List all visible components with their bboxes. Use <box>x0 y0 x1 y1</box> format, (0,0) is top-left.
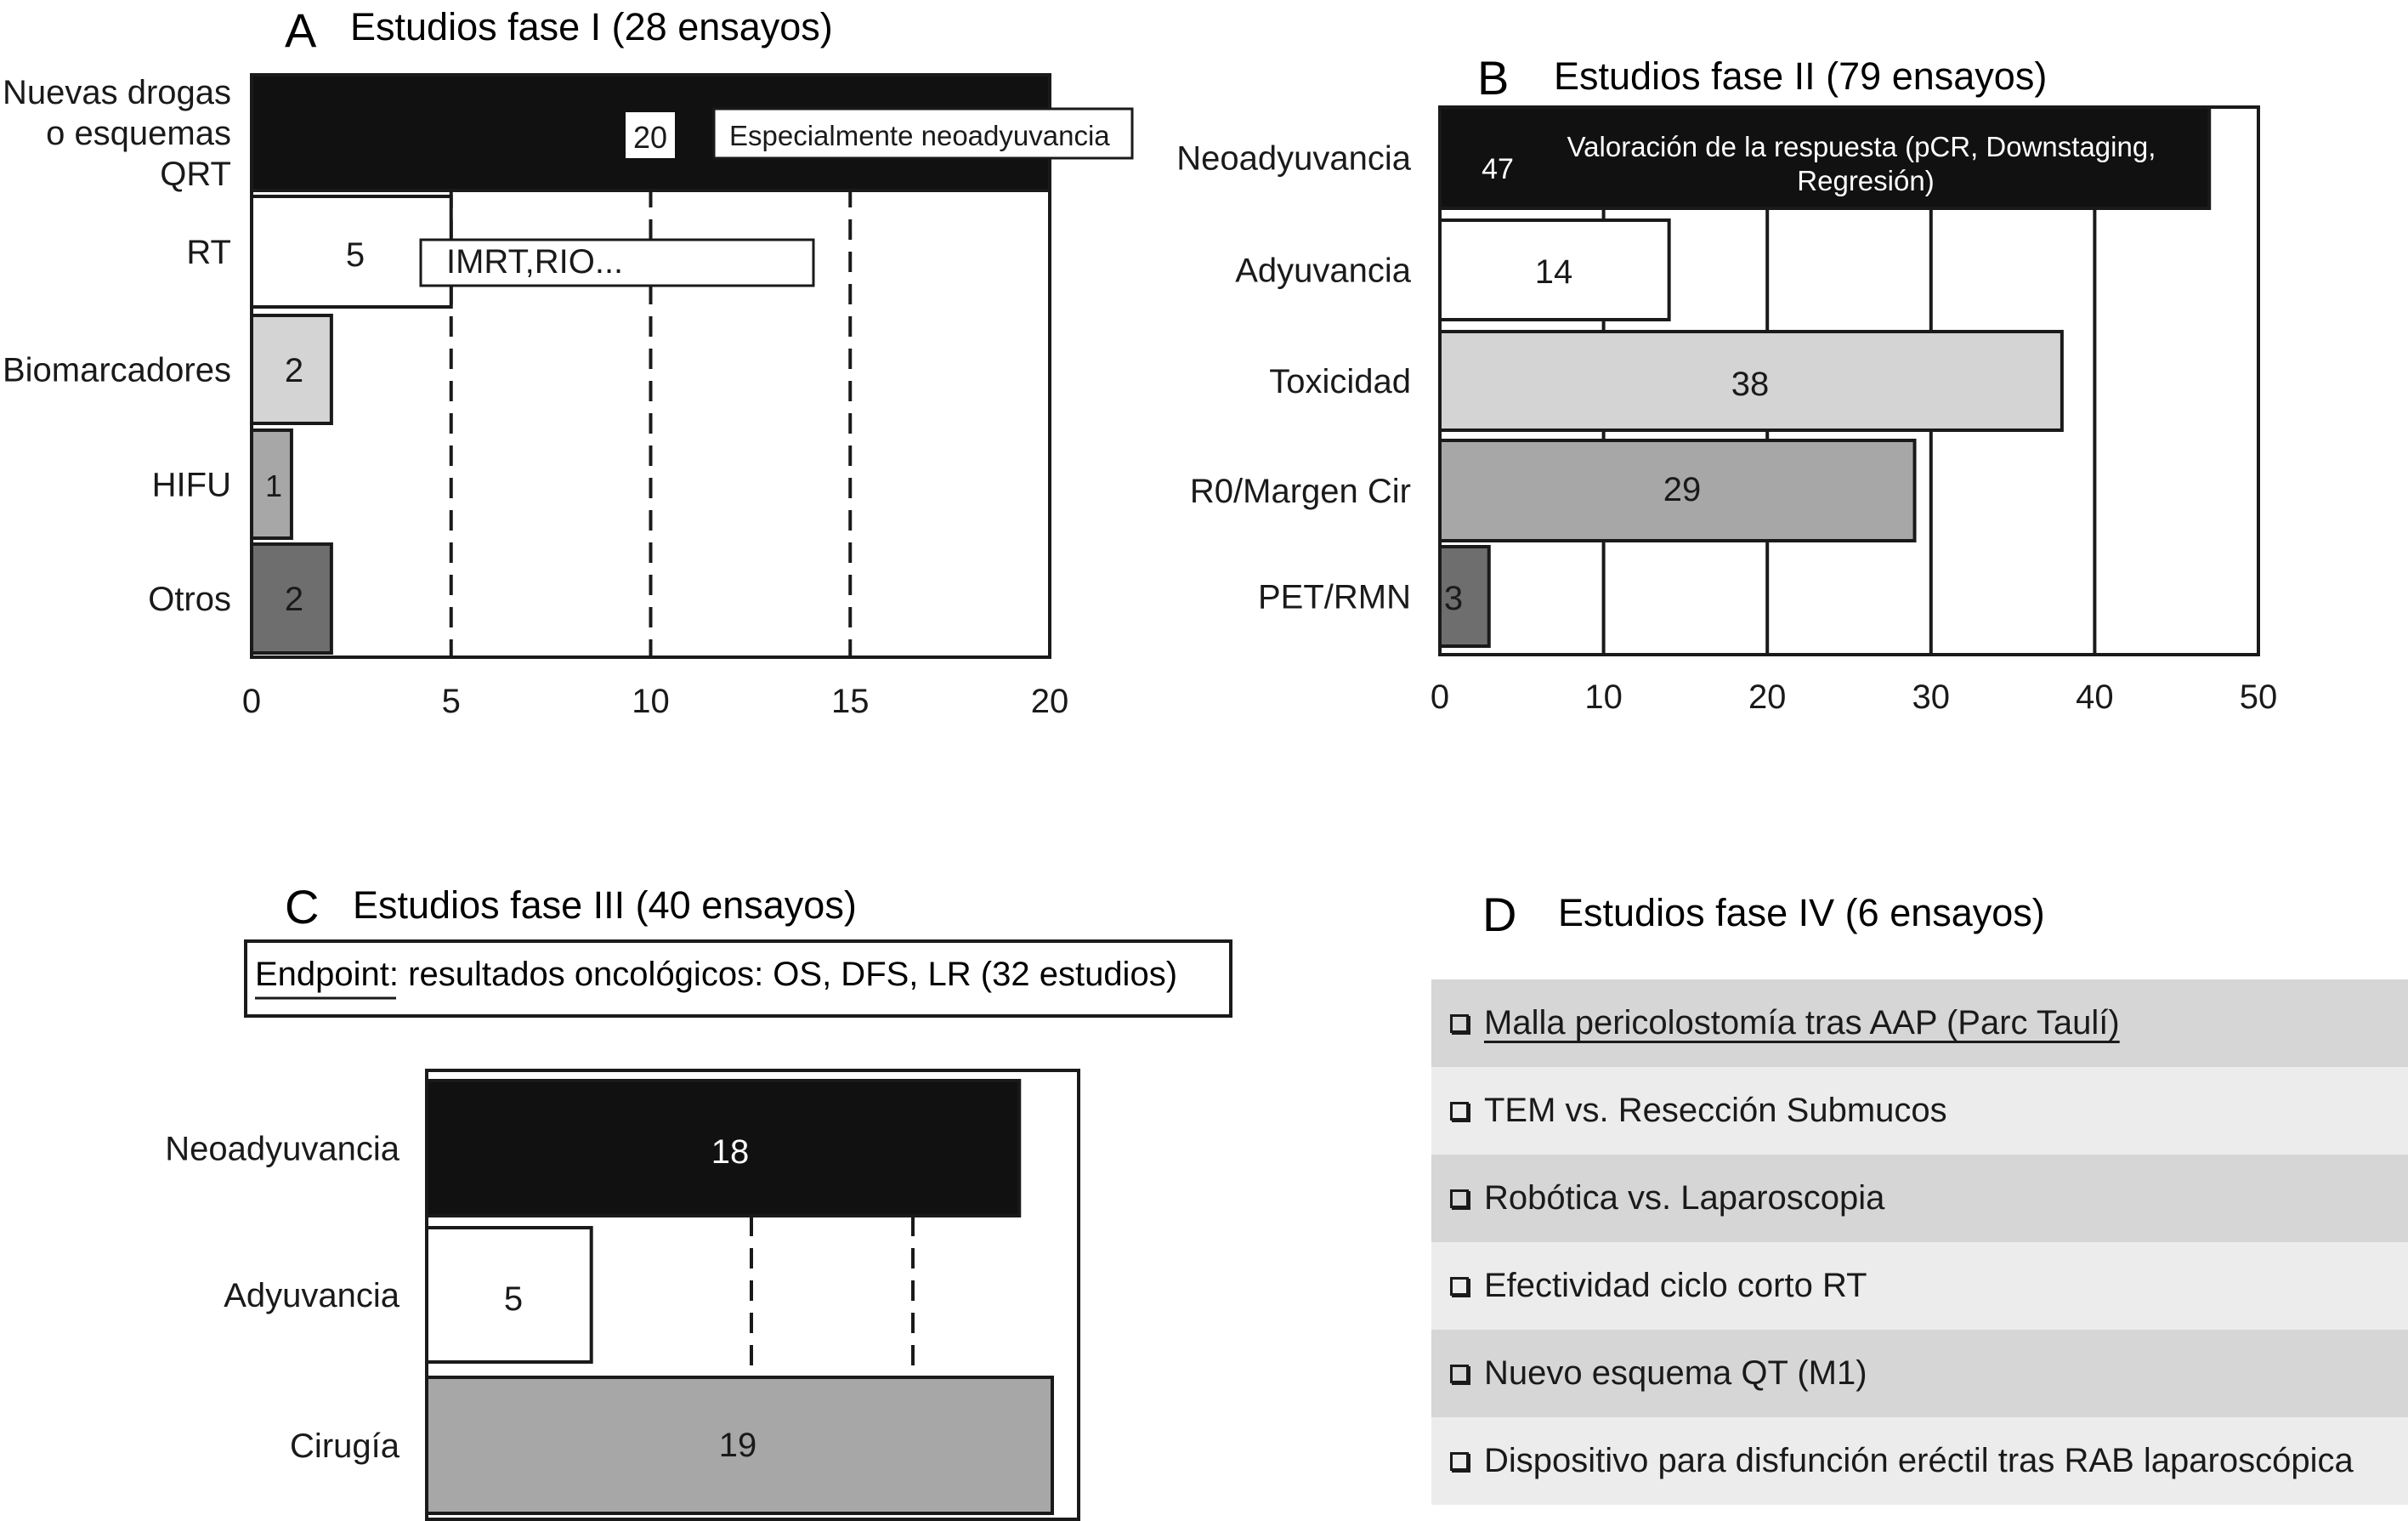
x-tick-label: 5 <box>441 683 461 720</box>
value-label: 38 <box>1731 366 1770 403</box>
list-item <box>1431 1242 2408 1330</box>
x-tick-label: 50 <box>2239 678 2278 716</box>
x-tick-label: 20 <box>1030 683 1069 720</box>
x-tick-label: 20 <box>1748 678 1787 716</box>
list-item-text: Robótica vs. Laparoscopia <box>1484 1179 1885 1217</box>
value-label: 47 <box>1482 153 1514 185</box>
category-label: Adyuvancia <box>1235 252 1411 290</box>
list-item-text: Nuevo esquema QT (M1) <box>1484 1354 1867 1392</box>
annotation-text: IMRT,RIO... <box>446 243 624 281</box>
category-label: Adyuvancia <box>224 1277 399 1314</box>
list-item <box>1431 1417 2408 1505</box>
category-label: PET/RMN <box>1258 578 1411 616</box>
annotation-text: Regresión) <box>1797 165 1935 196</box>
list-item <box>1431 1067 2408 1155</box>
list-item <box>1431 979 2408 1067</box>
panel-c-title: Estudios fase III (40 ensayos) <box>353 883 857 927</box>
value-label: 3 <box>1443 580 1464 617</box>
panel-a-chart <box>3 74 1132 720</box>
checkbox-icon <box>1450 1014 1469 1033</box>
checkbox-icon <box>1450 1452 1469 1471</box>
value-label: 5 <box>503 1280 524 1318</box>
value-label: 18 <box>711 1133 750 1171</box>
category-label: Biomarcadores <box>2 351 231 389</box>
category-label: Toxicidad <box>1269 363 1411 400</box>
panel-c-endpoint <box>255 956 1177 993</box>
category-label: Nuevas drogas <box>2 74 231 111</box>
panel-b-letter: B <box>1477 51 1510 105</box>
panel-c-endpoint-label: Endpoint <box>255 956 389 993</box>
value-label: 14 <box>1534 253 1573 291</box>
list-item-text: Efectividad ciclo corto RT <box>1484 1267 1867 1304</box>
value-label: 2 <box>284 352 304 389</box>
panel-b-title: Estudios fase II (79 ensayos) <box>1554 54 2048 98</box>
x-tick-label: 0 <box>241 683 262 720</box>
value-label: 2 <box>284 581 304 618</box>
category-label: Neoadyuvancia <box>165 1130 399 1168</box>
panel-c-letter: C <box>285 880 320 934</box>
x-tick-label: 30 <box>1912 678 1951 716</box>
value-label: 5 <box>345 236 365 274</box>
checkbox-icon <box>1450 1189 1469 1208</box>
value-label: 29 <box>1663 471 1702 508</box>
panel-a-letter: A <box>285 3 317 57</box>
category-label: R0/Margen Cir <box>1189 473 1411 510</box>
category-label: Otros <box>148 581 231 618</box>
checkbox-icon <box>1450 1365 1469 1383</box>
list-item <box>1431 1330 2408 1417</box>
annotation-text: Especialmente neoadyuvancia <box>729 120 1110 151</box>
panel-a-title: Estudios fase I (28 ensayos) <box>350 5 833 48</box>
list-item-text: TEM vs. Resección Submucos <box>1484 1092 1947 1129</box>
category-label: Cirugía <box>290 1427 399 1465</box>
value-label: 19 <box>718 1427 757 1464</box>
category-label: o esquemas <box>46 115 231 152</box>
x-tick-label: 15 <box>831 683 870 720</box>
category-label: HIFU <box>151 466 231 504</box>
annotation-text: Valoración de la respuesta (pCR, Downstaging, <box>1567 131 2156 162</box>
list-item-text: Dispositivo para disfunción eréctil tras RAB laparoscópica <box>1484 1442 2354 1479</box>
x-tick-label: 10 <box>1584 678 1623 716</box>
category-label: QRT <box>160 156 231 193</box>
x-tick-label: 10 <box>632 683 670 720</box>
panel-c-chart <box>165 1070 1079 1519</box>
panel-d-title: Estudios fase IV (6 ensayos) <box>1558 891 2045 934</box>
x-tick-label: 40 <box>2076 678 2114 716</box>
list-item-text: Malla pericolostomía tras AAP (Parc Taulí) <box>1484 1004 2120 1041</box>
panel-d-letter: D <box>1482 888 1517 941</box>
panel-b-chart <box>1176 107 2277 716</box>
value-label: 1 <box>264 468 283 503</box>
panel-c-endpoint-text: : resultados oncológicos: OS, DFS, LR (32 estudios) <box>388 956 1178 993</box>
value-label: 20 <box>632 120 668 155</box>
checkbox-icon <box>1450 1277 1469 1296</box>
checkbox-icon <box>1450 1102 1469 1121</box>
category-label: Neoadyuvancia <box>1176 139 1411 178</box>
list-item <box>1431 1155 2408 1242</box>
panel-d-list <box>1431 979 2408 1505</box>
category-label: RT <box>186 234 231 271</box>
x-tick-label: 0 <box>1430 678 1450 716</box>
